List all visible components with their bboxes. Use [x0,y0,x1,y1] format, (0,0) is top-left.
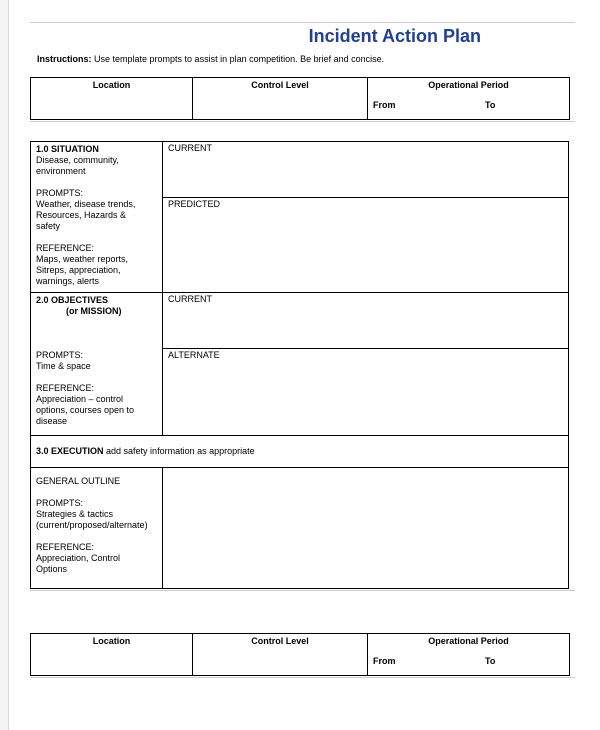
page-margin [0,0,9,730]
execution-prompt-cell [31,468,163,588]
objectives-current-field[interactable] [163,293,568,349]
operational-period-label: Operational Period [428,80,509,90]
header-rule-bottom [30,677,575,678]
objectives-entry [163,293,568,435]
reference-line: Options [36,564,68,574]
page-title: Incident Action Plan [308,26,481,46]
reference-line: Appreciation, Control [36,553,121,563]
operational-period-cell[interactable] [368,634,569,675]
objectives-heading: 2.0 OBJECTIVES [36,295,109,305]
situation-current-field[interactable] [163,142,568,198]
prompts-label: PROMPTS: [36,498,84,508]
objectives-row [31,293,568,436]
instructions-text: Use template prompts to assist in plan competition. Be brief and concise. [91,54,385,64]
location-cell[interactable] [31,634,193,675]
execution-header-row [31,436,568,468]
situation-entry [163,142,568,292]
operational-period-label: Operational Period [428,636,509,646]
prompt-line: Time & space [36,361,91,371]
situation-desc-line: environment [36,166,86,176]
prompts-label: PROMPTS: [36,350,84,360]
to-label: To [485,656,496,666]
situation-predicted-field[interactable] [163,198,568,292]
execution-row [31,468,568,588]
alternate-label: ALTERNATE [168,350,220,360]
situation-desc-line: Disease, community, [36,155,119,165]
situation-row [31,142,568,293]
objectives-prompt-cell [31,293,163,435]
from-label: From [373,656,396,666]
from-label: From [373,100,396,110]
execution-note: add safety information as appropriate [103,446,255,456]
plan-table [30,141,569,589]
bottom-rule [30,590,575,591]
current-label: CURRENT [168,143,212,153]
control-level-label: Control Level [251,80,309,90]
current-label: CURRENT [168,294,212,304]
header-rule-top [30,121,575,122]
objectives-alternate-field[interactable] [163,349,568,435]
control-level-cell[interactable] [193,634,368,675]
location-cell[interactable] [31,78,193,119]
header-box-top [30,77,570,120]
prompts-label: PROMPTS: [36,188,84,198]
execution-heading-line [31,436,568,456]
reference-label: REFERENCE: [36,542,95,552]
predicted-label: PREDICTED [168,199,221,209]
general-outline-label: GENERAL OUTLINE [36,476,121,486]
top-rule [30,22,575,23]
instructions [37,54,384,64]
reference-line: Sitreps, appreciation, [36,265,121,275]
situation-prompt-cell [31,142,163,292]
reference-line: Appreciation – control [36,394,124,404]
location-label: Location [92,636,131,646]
instructions-label: Instructions: [37,54,92,64]
control-level-label: Control Level [251,636,309,646]
reference-label: REFERENCE: [36,243,95,253]
execution-heading: 3.0 EXECUTION [36,446,104,456]
reference-line: warnings, alerts [36,276,100,286]
situation-heading: 1.0 SITUATION [36,144,99,154]
reference-line: options, courses open to [36,405,135,415]
operational-period-cell[interactable] [368,78,569,119]
control-level-cell[interactable] [193,78,368,119]
objectives-subheading: (or MISSION) [66,306,122,316]
reference-line: disease [36,416,68,426]
execution-outline-field[interactable] [163,468,568,588]
prompt-line: Strategies & tactics [36,509,114,519]
reference-label: REFERENCE: [36,383,95,393]
header-box-bottom [30,633,570,676]
reference-line: Maps, weather reports, [36,254,129,264]
prompt-line: Weather, disease trends, [36,199,136,209]
to-label: To [485,100,496,110]
prompt-line: safety [36,221,61,231]
prompt-line: Resources, Hazards & [36,210,127,220]
location-label: Location [92,80,131,90]
prompt-line: (current/proposed/alternate) [36,520,148,530]
